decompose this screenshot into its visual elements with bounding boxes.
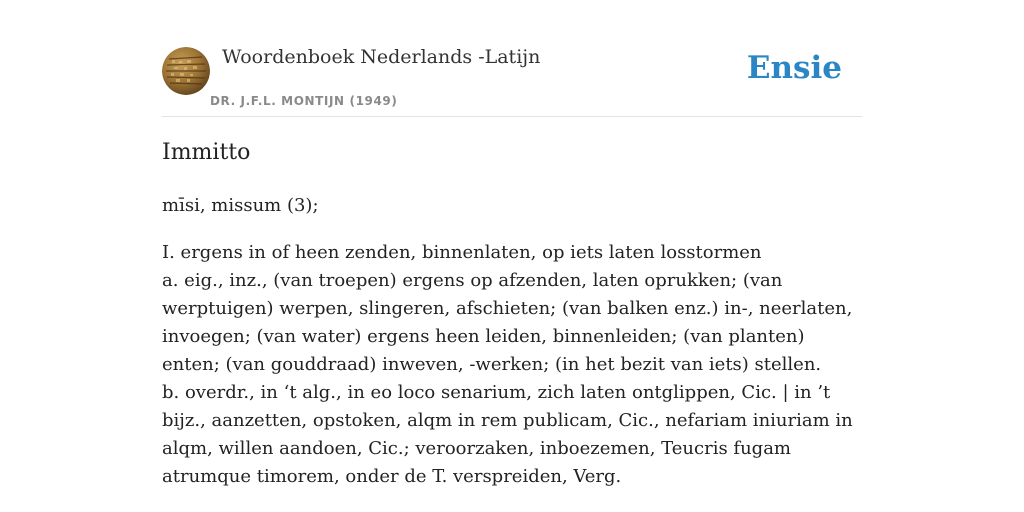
entry-forms: mīsi, missum (3);	[162, 195, 319, 216]
sense-1: I. ergens in of heen zenden, binnenlaten, op iets laten losstormen	[162, 242, 762, 263]
book-title[interactable]: Woordenboek Nederlands -Latijn	[222, 46, 541, 68]
book-seal-icon[interactable]	[162, 47, 210, 95]
book-author: DR. J.F.L. MONTIJN (1949)	[210, 94, 398, 108]
sense-b: b. overdr., in ‘t alg., in eo loco senarium, zich laten ontglippen, Cic. | in ’t bijz., aanzetten, opstoken, alqm in rem publicam, Cic., nefariam iniuriam in alqm, willen aandoen, Cic.; veroorzaken, inboezemen, Teucris fugam atrumque timorem, onder de T. verspreiden, Verg.	[162, 382, 853, 487]
entry-senses	[162, 239, 864, 491]
entry-headword: Immitto	[162, 140, 251, 165]
sense-a: a. eig., inz., (van troepen) ergens op afzenden, laten oprukken; (van werptuigen) werpen, slingeren, afschieten; (van balken enz.) in-, neerlaten, invoegen; (van water) ergens heen leiden, binnenleiden; (van planten) enten; (van gouddraad) inweven, -werken; (in het bezit van iets) stellen.	[162, 270, 853, 375]
entry-definition	[162, 192, 864, 510]
ensie-logo-link[interactable]: Ensie	[746, 50, 842, 86]
dictionary-header	[162, 46, 862, 117]
